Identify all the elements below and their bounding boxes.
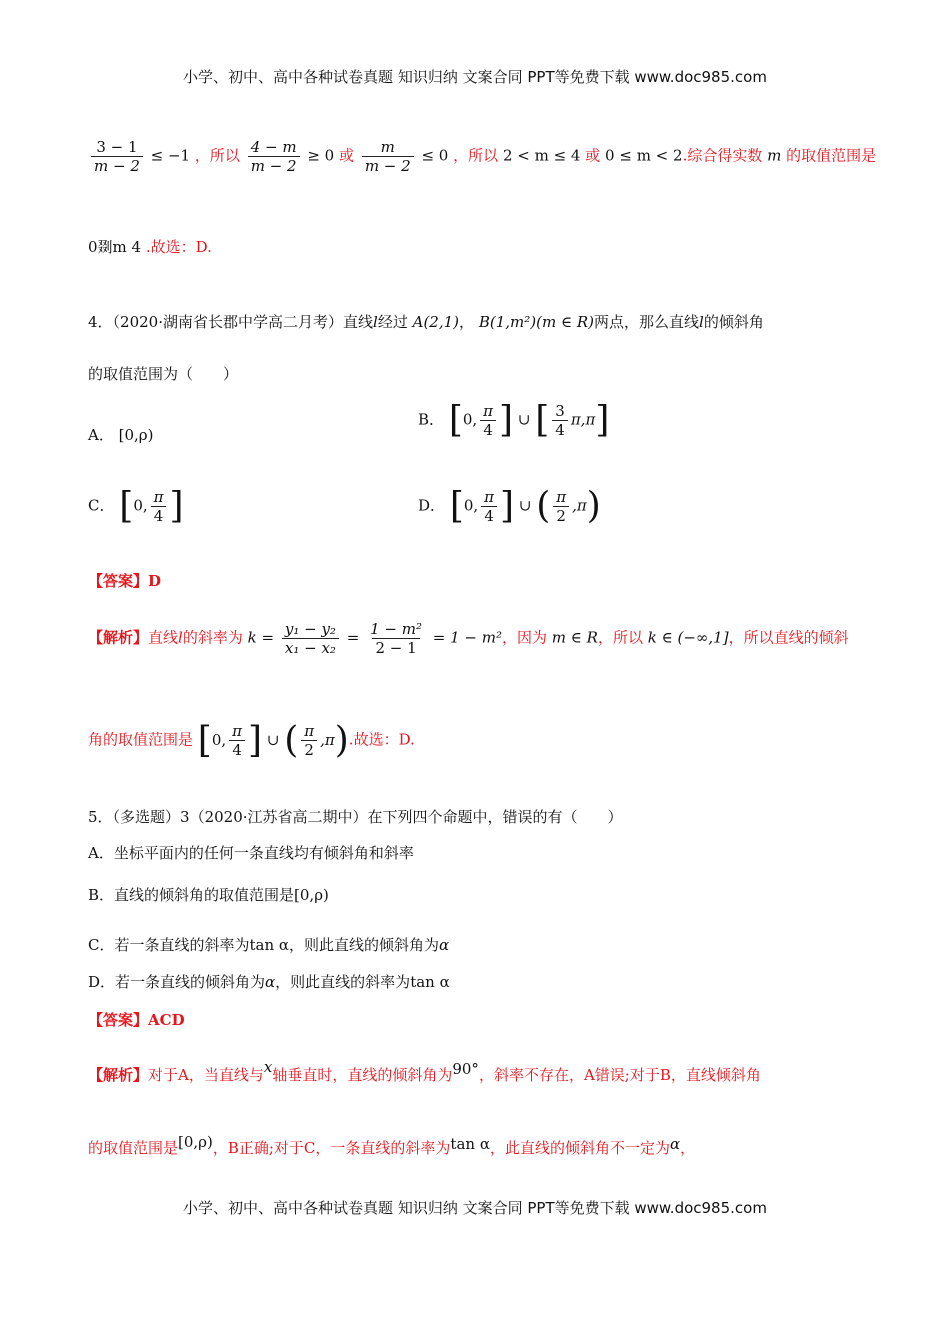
option-a: A． [0,ρ) [88, 426, 154, 444]
question-4-analysis: 【解析】直线l的斜率为 k = $\frac{\text{y₁ − y₂}}{\text{x₁ − x₂}}$ = $\frac{\text{1 − m²}}{2 - 1}$ = 1 − m²，因为 m ∈ R，所以 k ∈ (−∞,1]，所以直线的倾斜 [88, 620, 849, 657]
fraction: $\frac{3 - 1}{m - 2}$ [91, 138, 143, 175]
question-5-analysis: 【解析】对于A，当直线与x轴垂直时，直线的倾斜角为90°，斜率不存在，A错误;对于B，直线倾斜角 [88, 1058, 761, 1084]
page-header: 小学、初中、高中各种试卷真题 知识归纳 文案合同 PPT等免费下载 www.doc985.com [183, 68, 767, 86]
option-b: B． [0, $\frac{\pi}{4}$ ] ∪ [ $\frac{3}{4}$ π,π] [418, 399, 610, 441]
solution-conclusion: 0剟m 4 .故选：D. [88, 238, 212, 256]
question-5-analysis-cont: 的取值范围是[0,ρ)，B正确;对于C，一条直线的斜率为tan α，此直线的倾斜角不一定为α， [88, 1133, 696, 1157]
question-5-option-d: D．若一条直线的倾斜角为α，则此直线的斜率为tan α [88, 973, 450, 991]
question-4-stem-cont: 的取值范围为（ ） [88, 365, 239, 383]
fraction: $\frac{m}{m - 2}$ [362, 138, 414, 175]
option-d: D． [0, $\frac{\pi}{4}$ ] ∪ ( $\frac{\pi}{2}$ ,π) [418, 485, 601, 527]
question-5-option-b: B．直线的倾斜角的取值范围是[0,ρ) [88, 886, 329, 904]
question-5-option-a: A．坐标平面内的任何一条直线均有倾斜角和斜率 [88, 844, 414, 862]
solution-continuation: $\frac{3 - 1}{m - 2}$ ≤ −1 ，所以 $\frac{4 - m}{m - 2}$ ≥ 0 或 $\frac{m}{m - 2}$ ≤ 0 ，所以 2 < m ≤ 4 或 0 ≤ m < 2.综合得实数 m 的取值范围是 [88, 138, 876, 175]
question-4-analysis-cont: 角的取值范围是 [0, $\frac{\pi}{4}$ ] ∪ ( $\frac{\pi}{2}$ ,π).故选：D. [88, 719, 415, 761]
question-4-stem: 4．（2020·湖南省长郡中学高二月考）直线l经过 A(2,1)， B(1,m²)(m ∈ R)两点，那么直线l的倾斜角 [88, 313, 764, 331]
question-5-option-c: C．若一条直线的斜率为tan α，则此直线的倾斜角为α [88, 936, 450, 954]
question-5-answer: 【答案】ACD [88, 1011, 185, 1029]
question-4-answer: 【答案】D [88, 572, 162, 590]
option-c: C． [0, $\frac{\pi}{4}$ ] [88, 485, 184, 527]
page-footer: 小学、初中、高中各种试卷真题 知识归纳 文案合同 PPT等免费下载 www.doc985.com [183, 1199, 767, 1217]
fraction: $\frac{4 - m}{m - 2}$ [248, 138, 300, 175]
question-5-stem: 5．（多选题）3（2020·江苏省高二期中）在下列四个命题中，错误的有（ ） [88, 808, 623, 826]
